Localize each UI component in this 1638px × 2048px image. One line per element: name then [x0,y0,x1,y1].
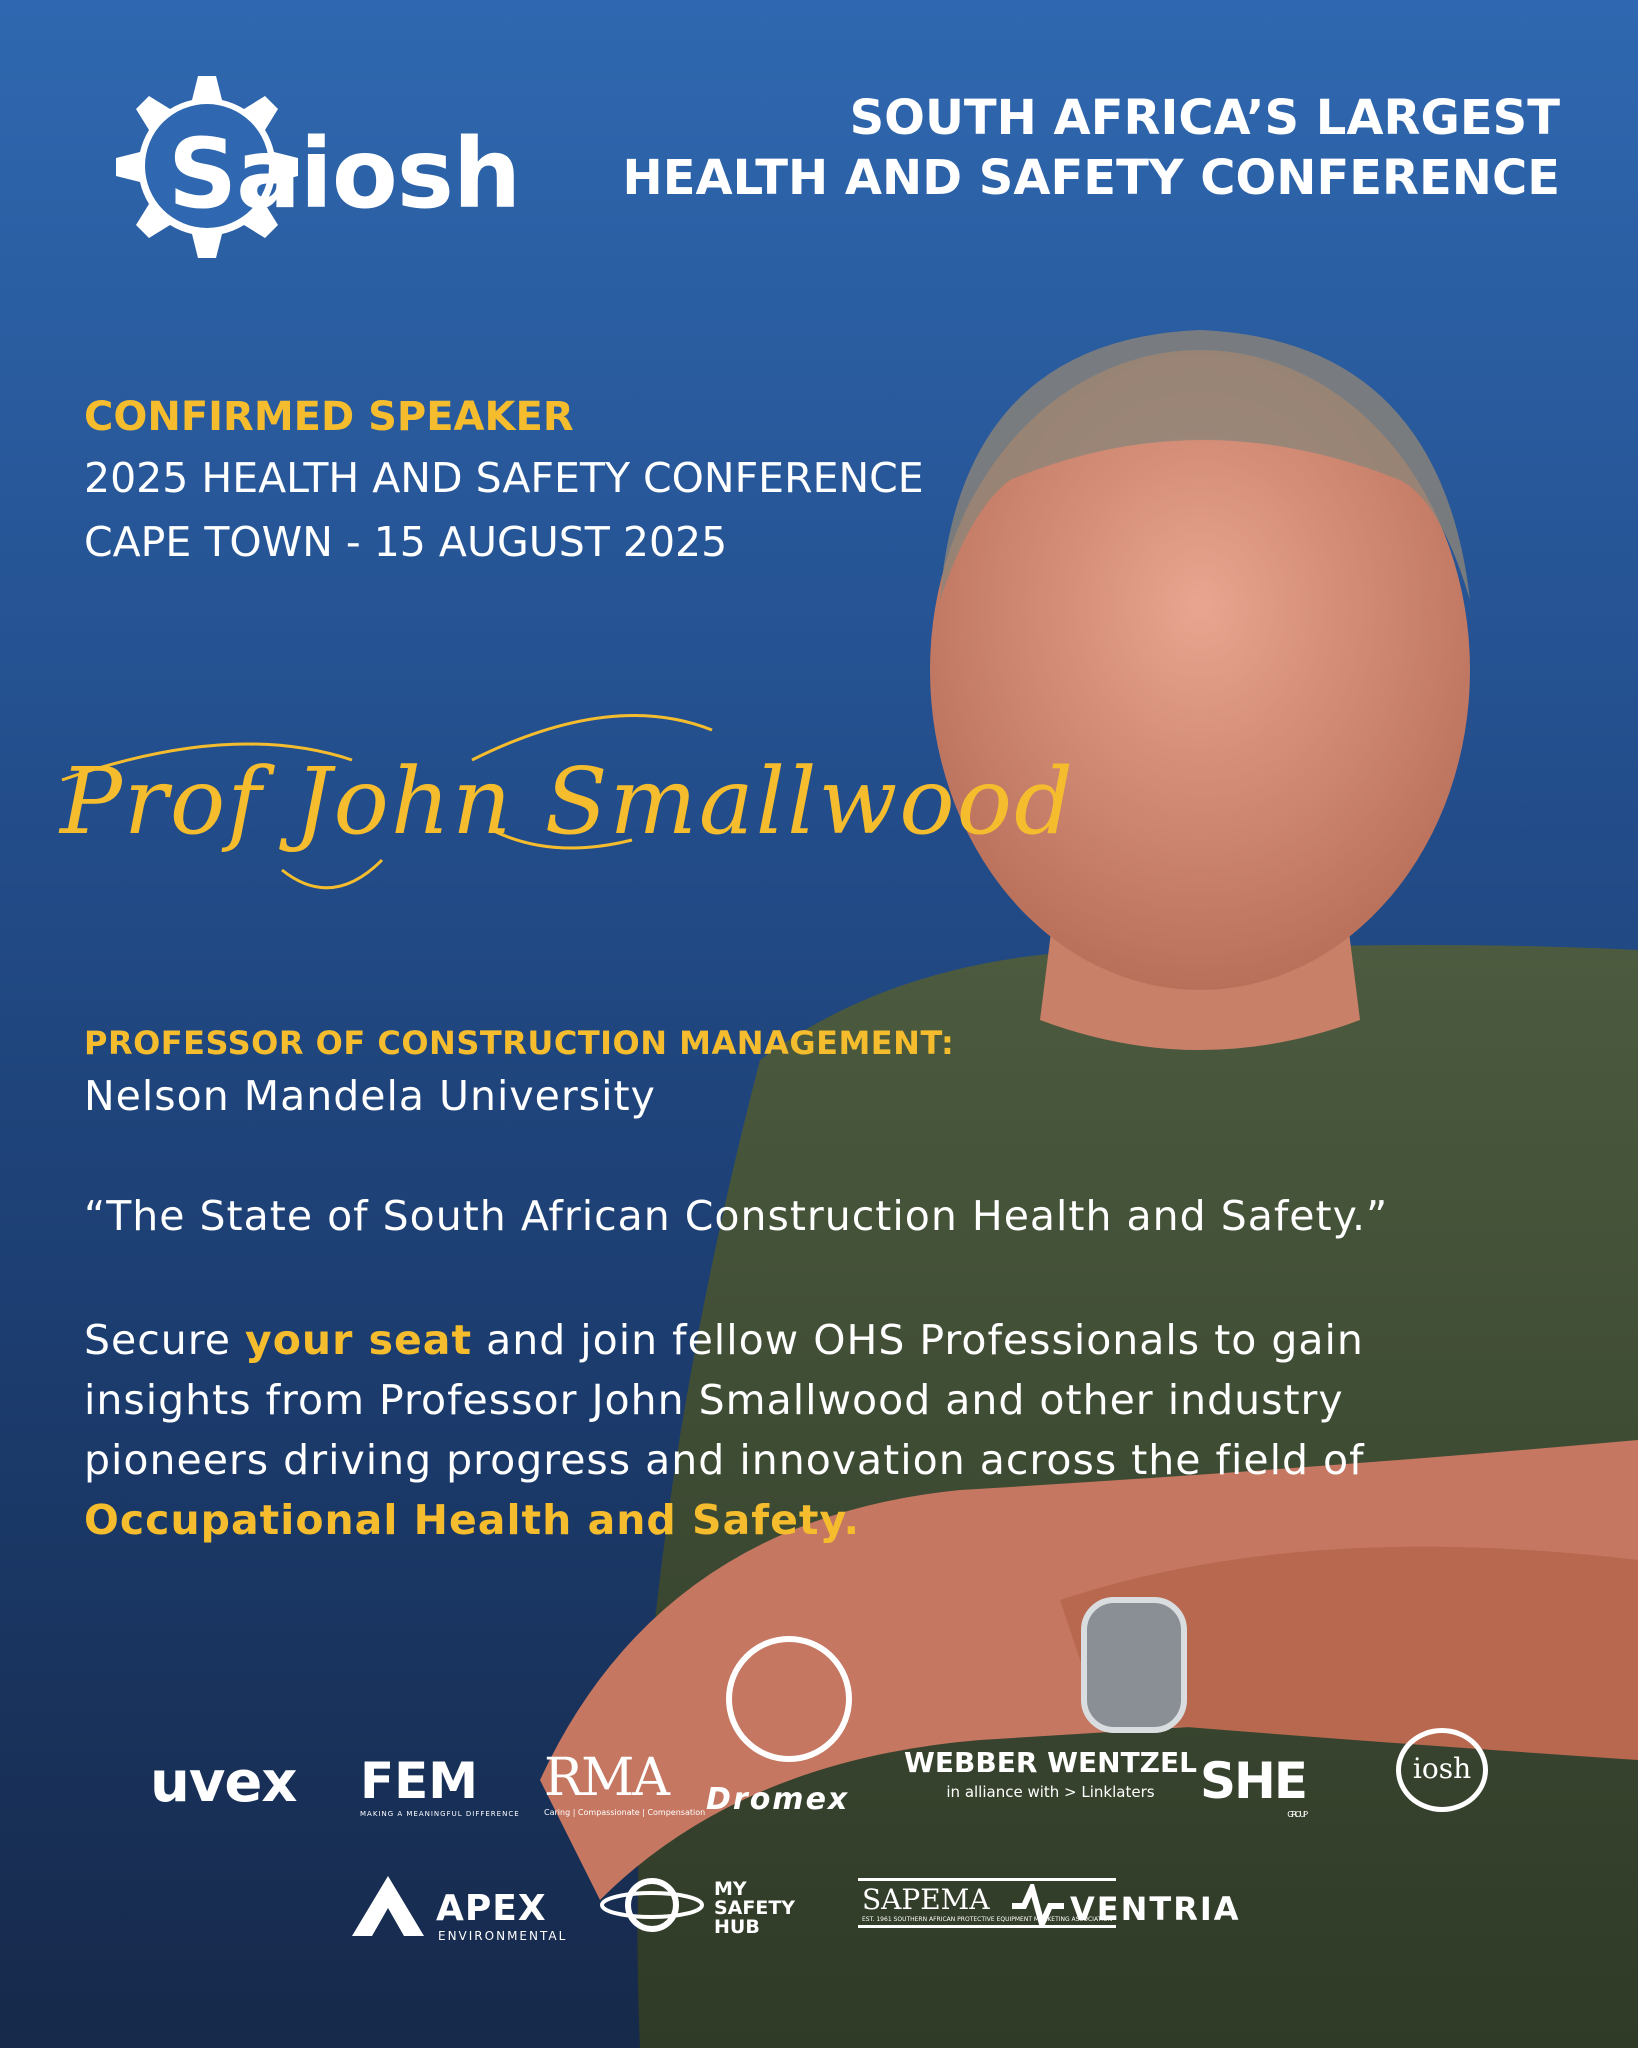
event-location-date: CAPE TOWN - 15 AUGUST 2025 [84,518,728,566]
sponsor-apex [436,1888,567,1943]
sponsor-mysafety-line-3: HUB [714,1916,760,1938]
confirmed-speaker-label: CONFIRMED SPEAKER [84,394,574,440]
event-name: 2025 HEALTH AND SAFETY CONFERENCE [84,454,924,502]
speaker-name: Prof John Smallwood [60,748,1075,855]
cta-text-1: Secure [84,1316,245,1364]
sponsor-she-group [1200,1752,1306,1819]
headline-line-2: HEALTH AND SAFETY CONFERENCE [622,150,1560,206]
sponsor-rma [544,1748,705,1817]
sponsor-dromex: Dromex [706,1782,850,1817]
safety-gear-icon [600,1872,704,1938]
sponsor-sapema-name: SAPEMA [862,1883,990,1916]
sponsor-webber-wentzel [904,1746,1197,1801]
sponsor-rma-tagline: Caring | Compassionate | Compensation [544,1808,706,1817]
pulse-icon [1010,1884,1066,1928]
cta-highlight-seat: your seat [245,1316,473,1364]
sponsor-fem [360,1752,520,1818]
speaker-institution: Nelson Mandela University [84,1072,656,1120]
sponsor-she-name: SHE [1200,1752,1307,1810]
cta-text-2: and join fellow OHS Professionals to gain insights from Professor John Smallwood and other industry pioneers driving progress and innovation across the field of [84,1316,1365,1484]
sponsor-she-tagline: GROUP [1287,1810,1307,1819]
apex-mountain-icon [352,1876,424,1936]
headline [623,88,1560,208]
sponsor-iosh: iosh [1412,1752,1472,1785]
speaker-signature [52,700,1075,920]
sponsor-mysafety-line-1: MY [714,1878,747,1900]
headline-line-1: SOUTH AFRICA’S LARGEST [849,90,1560,146]
saiosh-logo [88,56,521,276]
sponsor-rma-name: RMA [544,1748,668,1808]
sponsor-apex-tagline: ENVIRONMENTAL [438,1929,568,1943]
talk-title: “The State of South African Construction Health and Safety.” [84,1192,1389,1240]
speaker-role: PROFESSOR OF CONSTRUCTION MANAGEMENT: [84,1024,955,1062]
sponsor-fem-tagline: MAKING A MEANINGFUL DIFFERENCE [360,1810,520,1818]
sponsor-apex-name: APEX [436,1888,547,1929]
helmet-icon [726,1636,852,1762]
sponsor-my-safety-hub [714,1880,795,1937]
sponsor-fem-name: FEM [360,1752,479,1810]
cta-highlight-ohs: Occupational Health and Safety. [84,1496,861,1544]
sponsor-uvex: uvex [150,1750,297,1815]
logo-wordmark: Saiosh [168,118,521,230]
sponsor-webber-name: WEBBER WENTZEL [904,1746,1197,1779]
cta-paragraph [84,1310,1464,1550]
sponsor-webber-tagline: in alliance with > Linklaters [946,1783,1155,1801]
sponsor-ventria: VENTRIA [1070,1890,1241,1928]
sponsor-sapema-tagline: EST. 1961 SOUTHERN AFRICAN PROTECTIVE EQUIPMENT MARKETING ASSOCIATION [862,1916,1113,1923]
sponsor-mysafety-line-2: SAFETY [714,1897,796,1919]
